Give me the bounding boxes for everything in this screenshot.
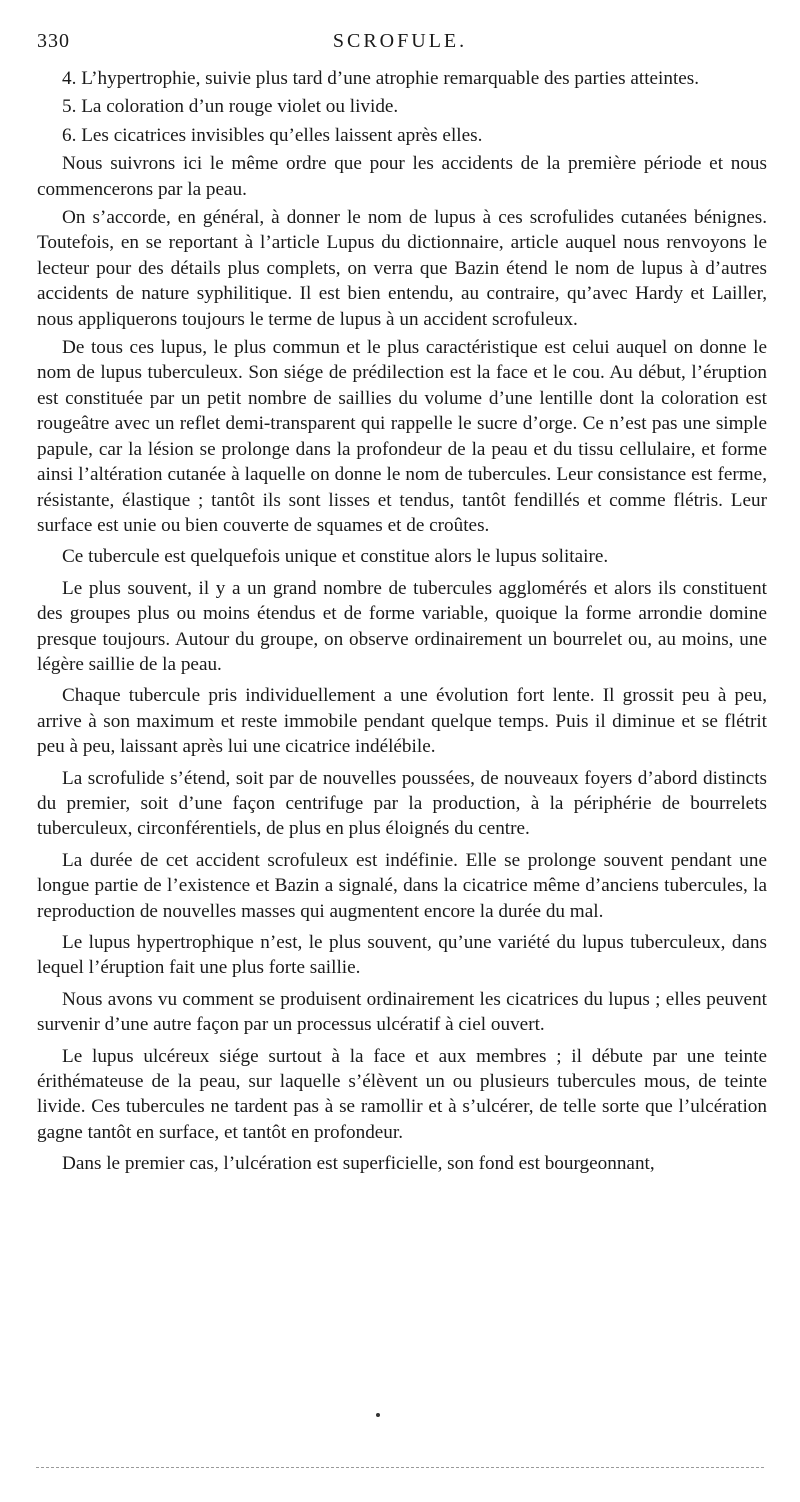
paragraph: La durée de cet accident scrofuleux est indéfinie. Elle se prolonge souvent pendant une longue partie de l’existence et Bazin a signalé, dans la cicatrice même d’anciens tubercules, la reproduction de nouvelles masses qui augmentent encore la durée du mal. <box>37 849 767 922</box>
paragraph: Ce tubercule est quelquefois unique et constitue alors le lupus solitaire. <box>62 546 609 568</box>
paragraph: Nous suivrons ici le même ordre que pour les accidents de la première période et nous commencerons par la peau. <box>37 153 767 200</box>
bottom-rule <box>36 1467 764 1468</box>
paragraph: Le plus souvent, il y a un grand nombre de tubercules agglomérés et alors ils constituent des groupes plus ou moins étendus et de forme variable, quoique la forme arrondie domine presque toujours. Autour du groupe, on observe ordinairement un bourrelet ou, au moins, une légère saillie de la peau. <box>37 577 767 675</box>
running-title: SCROFULE. <box>332 30 468 52</box>
paragraph: Le lupus hypertrophique n’est, le plus souvent, qu’une variété du lupus tuberculeux, dans lequel l’éruption fait une plus forte saillie. <box>37 932 767 979</box>
paragraph: Le lupus ulcéreux siége surtout à la face et aux membres ; il débute par une teinte érithémateuse de la peau, sur laquelle s’élèvent un ou plusieurs tubercules mous, de teinte livide. Ces tubercules ne tardent pas à se ramollir et à s’ulcérer, de telle sorte que l’ulcération gagne tantôt en surface, et tantôt en profondeur. <box>37 1045 767 1143</box>
list-item-6: 6. Les cicatrices invisibles qu’elles laissent après elles. <box>62 124 483 146</box>
page-header <box>37 30 767 58</box>
paragraph: La scrofulide s’étend, soit par de nouvelles poussées, de nouveaux foyers d’abord distincts du premier, soit d’une façon centrifuge par la production, à la périphérie de bourrelets tuberculeux, circonférentiels, de plus en plus éloignés du centre. <box>37 767 767 840</box>
paragraph: De tous ces lupus, le plus commun et le plus caractéristique est celui auquel on donne le nom de lupus tuberculeux. Son siége de prédilection est la face et le cou. Au début, l’éruption est constituée par un petit nombre de saillies du volume d’une lentille dont la coloration est rougeâtre avec un reflet demi-transparent qui rappelle le sucre d’orge. Ce n’est pas une simple papule, car la lésion se prolonge dans la profondeur de la peau et du tissu cellulaire, et forme ainsi l’altération cutanée à laquelle on donne le nom de tubercules. Leur consistance est ferme, résistante, élastique ; tantôt ils sont lisses et tendus, tantôt fendillés et comme flétris. Leur surface est unie ou bien couverte de squames et de croûtes. <box>37 337 767 536</box>
list-item-5: 5. La coloration d’un rouge violet ou livide. <box>62 96 399 118</box>
page-number: 330 <box>37 30 70 52</box>
body-text <box>37 66 767 1180</box>
paragraph: Chaque tubercule pris individuellement a une évolution fort lente. Il grossit peu à peu, arrive à son maximum et reste immobile pendant quelque temps. Puis il diminue et se flétrit peu à peu, laissant après lui une cicatrice indélébile. <box>37 685 767 758</box>
list-item-4: 4. L’hypertrophie, suivie plus tard d’une atrophie remarquable des parties atteintes. <box>62 68 700 89</box>
footer-dot <box>376 1413 380 1417</box>
paragraph: Dans le premier cas, l’ulcération est superficielle, son fond est bourgeonnant, <box>62 1153 655 1175</box>
paragraph: Nous avons vu comment se produisent ordinairement les cicatrices du lupus ; elles peuvent survenir d’une autre façon par un processus ulcératif à ciel ouvert. <box>37 988 767 1036</box>
paragraph: On s’accorde, en général, à donner le nom de lupus à ces scrofulides cutanées bénignes. Toutefois, en se reportant à l’article Lupus du dictionnaire, article auquel nous renvoyons le lecteur pour des détails plus complets, on verra que Bazin étend le nom de lupus à d’autres accidents de nature syphilitique. Il est bien entendu, au contraire, qu’avec Hardy et Lailler, nous appliquerons toujours le terme de lupus à un accident scrofuleux. <box>37 207 767 330</box>
